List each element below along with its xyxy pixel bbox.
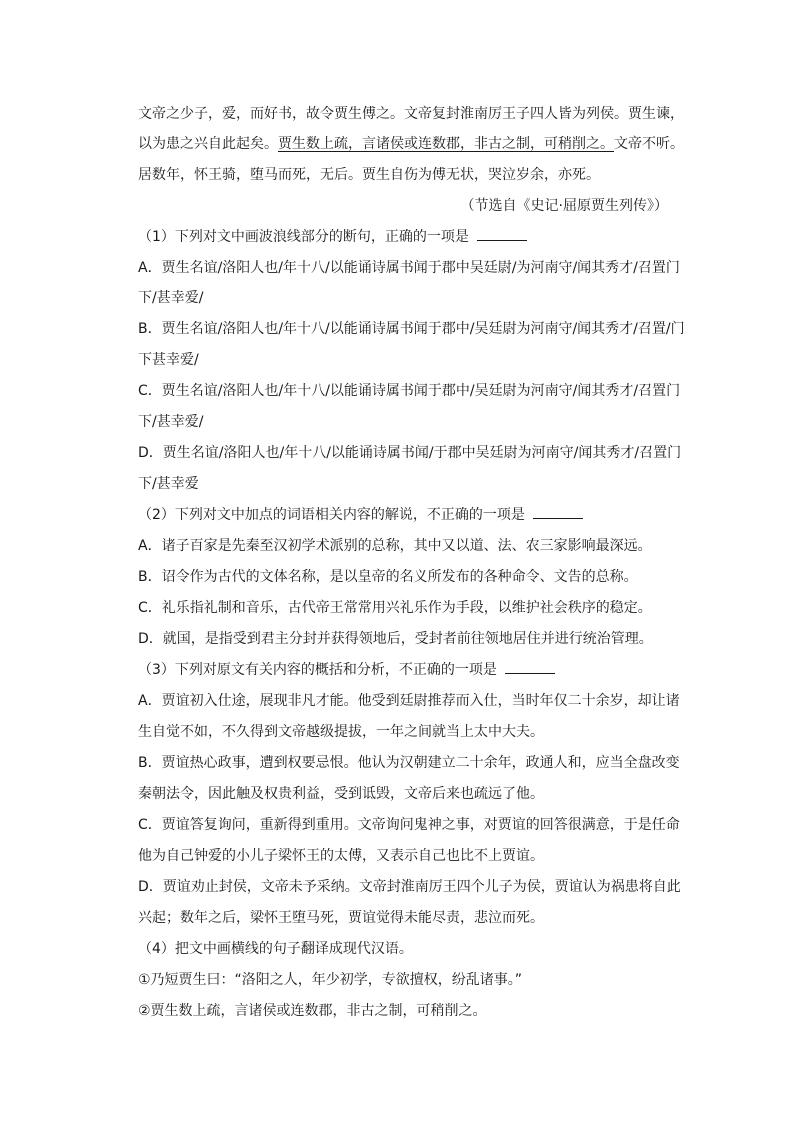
option-d: D．贾谊劝止封侯，文帝未予采纳。文帝封淮南厉王四个儿子为侯，贾谊认为祸患将自此	[138, 879, 681, 895]
question-1-stem: （1）下列对文中画波浪线部分的断句，正确的一项是	[138, 229, 469, 245]
question-stem	[138, 227, 678, 247]
passage-text: 文帝不听。	[614, 136, 684, 152]
question-2-stem: （2）下列对文中加点的词语相关内容的解说，不正确的一项是	[138, 507, 525, 523]
translation-sentence-2: ②贾生数上疏，言诸侯或连数郡，非古之制，可稍削之。	[138, 1003, 487, 1019]
question-stem	[138, 505, 678, 525]
option-a: A．贾谊初入仕途，展现非凡才能。他受到廷尉推荐而入仕，当时年仅二十余岁，却让诸	[138, 693, 680, 709]
option-a-cont: 生自觉不如，不久得到文帝越级提拔，一年之间就当上太中大夫。	[138, 724, 544, 740]
source-citation: （节选自《史记·屈原贾生列传》）	[460, 198, 668, 214]
option-c-cont: 他为自己钟爱的小儿子梁怀王的太傅，又表示自己也比不上贾谊。	[138, 848, 544, 864]
option-d: D．贾生名谊/洛阳人也/年十八/以能诵诗属书闻/于郡中吴廷尉为河南守/闻其秀才/召置门	[138, 445, 682, 461]
option-c: C．贾谊答复询问，重新得到重用。文帝询问鬼神之事，对贾谊的回答很满意，于是任命	[138, 817, 680, 833]
answer-blank	[533, 506, 583, 519]
passage-line: 居数年，怀王骑，堕马而死，无后。贾生自伤为傅无状，哭泣岁余，亦死。	[138, 167, 600, 183]
question-stem	[138, 660, 678, 680]
option-a: A．诸子百家是先秦至汉初学术派别的总称，其中又以道、法、农三家影响最深远。	[138, 538, 652, 554]
answer-blank	[477, 228, 527, 241]
option-d-cont: 兴起；数年之后，梁怀王堕马死，贾谊觉得未能尽责，悲泣而死。	[138, 910, 544, 926]
option-a-cont: 下/甚幸爱/	[138, 290, 204, 306]
option-b-cont: 下甚幸爱/	[138, 352, 199, 368]
passage-line: 文帝之少子，爱，而好书，故令贾生傅之。文帝复封淮南厉王子四人皆为列侯。贾生谏，	[138, 106, 684, 122]
option-c-cont: 下/甚幸爱/	[138, 414, 204, 430]
passage-line	[138, 134, 684, 154]
option-d-cont: 下/甚幸爱	[138, 476, 199, 492]
question-4-stem: （4）把文中画横线的句子翻译成现代汉语。	[138, 941, 413, 957]
option-d: D．就国，是指受到君主分封并获得领地后，受封者前往领地居住并进行统治管理。	[138, 631, 653, 647]
option-b: B．贾生名谊/洛阳人也/年十八/以能诵诗属书闻于郡中/吴廷尉为河南守/闻其秀才/召置/门	[138, 321, 685, 337]
option-b: B．贾谊热心政事，遭到权要忌恨。他认为汉朝建立二十余年，政通人和，应当全盘改变	[138, 755, 680, 771]
option-c: C．礼乐指礼制和音乐，古代帝王常常用兴礼乐作为手段，以维护社会秩序的稳定。	[138, 600, 652, 616]
option-a: A．贾生名谊/洛阳人也/年十八/以能诵诗属书闻于郡中吴廷尉/为河南守/闻其秀才/召置门	[138, 260, 680, 276]
question-3-stem: （3）下列对原文有关内容的概括和分析，不正确的一项是	[138, 662, 497, 678]
translation-sentence-1: ①乃短贾生曰：“洛阳之人，年少初学，专欲擅权，纷乱诸事。”	[138, 972, 523, 988]
answer-blank	[505, 661, 555, 674]
underlined-sentence: 贾生数上疏，言诸侯或连数郡，非古之制，可稍削之。	[278, 136, 614, 152]
passage-text: 以为患之兴自此起矣。	[138, 136, 278, 152]
option-b: B．诏令作为古代的文体名称，是以皇帝的名义所发布的各种命令、文告的总称。	[138, 569, 638, 585]
option-c: C．贾生名谊/洛阳人也/年十八/以能诵诗属书闻于郡中/吴廷尉为河南守/闻其秀才/召置门	[138, 383, 681, 399]
option-b-cont: 秦朝法令，因此触及权贵利益，受到诋毁，文帝后来也疏远了他。	[138, 786, 544, 802]
